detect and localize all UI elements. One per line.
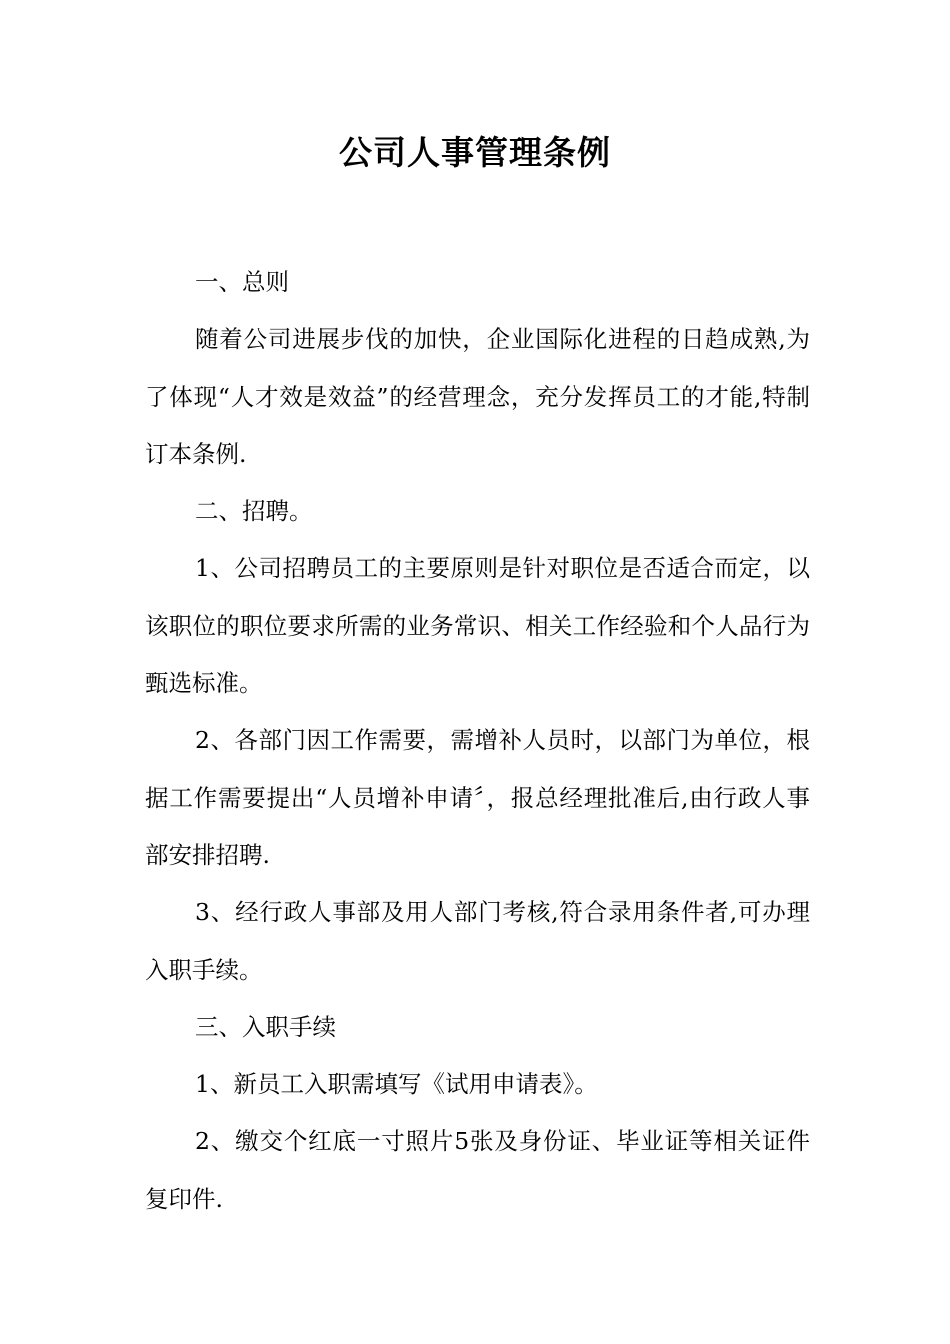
paragraph-onboarding-2: 2、缴交个红底一寸照片5张及身份证、毕业证等相关证件复印件.: [145, 1127, 810, 1213]
paragraph-recruitment-2: 2、各部门因工作需要，需增补人员时，以部门为单位，根据工作需要提出“人员增补申请〞，报总经理批准后,由行政人事部安排招聘.: [145, 726, 810, 869]
paragraph-recruitment-3: 3、经行政人事部及用人部门考核,符合录用条件者,可办理入职手续。: [145, 898, 810, 984]
paragraph-onboarding-1: 1、新员工入职需填写《试用申请表》。: [195, 1070, 598, 1099]
section-heading-general: 一、总则: [195, 268, 289, 296]
paragraph-recruitment-1: 1、公司招聘员工的主要原则是针对职位是否适合而定，以该职位的职位要求所需的业务常识、相关工作经验和个人品行为甄选标准。: [145, 554, 810, 698]
section-heading-onboarding: 三、入职手续: [195, 1012, 336, 1041]
document-title: 公司人事管理条例: [339, 133, 611, 172]
document-body: [145, 254, 810, 1228]
paragraph-general-intro: 随着公司进展步伐的加快，企业国际化进程的日趋成熟,为了体现“人才效是效益”的经营理念，充分发挥员工的才能,特制订本条例.: [145, 325, 810, 468]
section-heading-recruitment: 二、招聘。: [195, 497, 313, 526]
